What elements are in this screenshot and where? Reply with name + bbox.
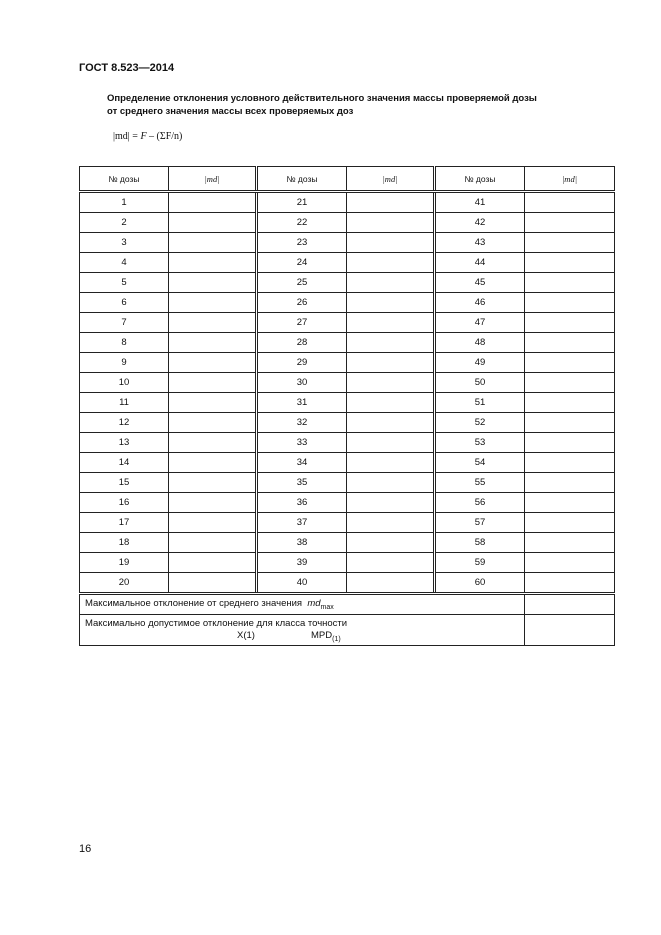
formula-rest: – (ΣF/n) xyxy=(146,131,183,142)
dose-number: 51 xyxy=(435,393,525,413)
dose-number: 31 xyxy=(257,393,347,413)
md-value-cell xyxy=(347,353,435,373)
table-row xyxy=(80,253,615,273)
table-row xyxy=(80,453,615,473)
dose-number: 50 xyxy=(435,373,525,393)
md-value-cell xyxy=(347,473,435,493)
md-value-cell xyxy=(169,533,257,553)
md-value-cell xyxy=(169,293,257,313)
dose-number: 35 xyxy=(257,473,347,493)
md-value-cell xyxy=(169,433,257,453)
md-value-cell xyxy=(525,293,615,313)
dose-number: 41 xyxy=(435,192,525,213)
dose-number: 23 xyxy=(257,233,347,253)
md-sub: max xyxy=(320,603,334,611)
md-value-cell xyxy=(347,433,435,453)
dose-number: 8 xyxy=(80,333,169,353)
md-value-cell xyxy=(347,273,435,293)
md-value-cell xyxy=(169,373,257,393)
dose-deviation-table xyxy=(79,166,615,646)
md-value-cell xyxy=(525,313,615,333)
dose-number: 15 xyxy=(80,473,169,493)
table-row xyxy=(80,513,615,533)
dose-number: 19 xyxy=(80,553,169,573)
table-row xyxy=(80,553,615,573)
md-value-cell xyxy=(347,293,435,313)
dose-number: 3 xyxy=(80,233,169,253)
dose-number: 43 xyxy=(435,233,525,253)
footer-row-mpd xyxy=(80,615,615,646)
md-value-cell xyxy=(525,533,615,553)
md-value-cell xyxy=(169,213,257,233)
formula-eq: = xyxy=(129,131,141,142)
max-deviation-value xyxy=(525,594,615,615)
dose-number: 18 xyxy=(80,533,169,553)
table-row xyxy=(80,313,615,333)
md-value-cell xyxy=(169,253,257,273)
formula-f: F xyxy=(140,131,147,142)
col-header-dose: № дозы xyxy=(80,167,169,192)
dose-number: 12 xyxy=(80,413,169,433)
dose-number: 27 xyxy=(257,313,347,333)
md-value-cell xyxy=(347,313,435,333)
mpd-sub: (1) xyxy=(332,635,341,643)
table-row xyxy=(80,573,615,594)
dose-number: 25 xyxy=(257,273,347,293)
dose-number: 46 xyxy=(435,293,525,313)
dose-number: 7 xyxy=(80,313,169,333)
dose-number: 36 xyxy=(257,493,347,513)
table-row xyxy=(80,333,615,353)
md-value-cell xyxy=(525,333,615,353)
formula-left: |md| xyxy=(113,131,130,142)
dose-number: 34 xyxy=(257,453,347,473)
md-value-cell xyxy=(347,453,435,473)
col-header-md: |md| xyxy=(347,167,435,192)
md-value-cell xyxy=(169,413,257,433)
dose-number: 45 xyxy=(435,273,525,293)
dose-number: 37 xyxy=(257,513,347,533)
dose-number: 29 xyxy=(257,353,347,373)
col-header-md: |md| xyxy=(169,167,257,192)
dose-number: 59 xyxy=(435,553,525,573)
md-value-cell xyxy=(169,473,257,493)
dose-number: 55 xyxy=(435,473,525,493)
md-value-cell xyxy=(525,553,615,573)
md-value-cell xyxy=(347,413,435,433)
table-row xyxy=(80,273,615,293)
heading-line-1: Определение отклонения условного действительного значения массы проверяемой дозы xyxy=(107,93,537,104)
md-value-cell xyxy=(169,513,257,533)
dose-number: 53 xyxy=(435,433,525,453)
md-value-cell xyxy=(347,233,435,253)
dose-number: 4 xyxy=(80,253,169,273)
table-row xyxy=(80,233,615,253)
dose-number: 5 xyxy=(80,273,169,293)
dose-number: 58 xyxy=(435,533,525,553)
md-value-cell xyxy=(525,413,615,433)
dose-number: 16 xyxy=(80,493,169,513)
table-row xyxy=(80,433,615,453)
dose-number: 2 xyxy=(80,213,169,233)
page-number: 16 xyxy=(79,843,92,855)
table-row xyxy=(80,353,615,373)
md-value-cell xyxy=(169,573,257,594)
dose-number: 30 xyxy=(257,373,347,393)
table-row xyxy=(80,413,615,433)
dose-number: 42 xyxy=(435,213,525,233)
formula xyxy=(113,131,182,142)
md-value-cell xyxy=(169,233,257,253)
dose-number: 20 xyxy=(80,573,169,594)
dose-number: 14 xyxy=(80,453,169,473)
md-value-cell xyxy=(347,373,435,393)
col-header-md: |md| xyxy=(525,167,615,192)
table-row xyxy=(80,473,615,493)
md-value-cell xyxy=(169,313,257,333)
dose-number: 17 xyxy=(80,513,169,533)
md-value-cell xyxy=(347,513,435,533)
dose-number: 21 xyxy=(257,192,347,213)
md-value-cell xyxy=(347,493,435,513)
md-value-cell xyxy=(525,373,615,393)
md-value-cell xyxy=(347,192,435,213)
dose-number: 24 xyxy=(257,253,347,273)
col-header-dose: № дозы xyxy=(435,167,525,192)
table-row xyxy=(80,192,615,213)
md-value-cell xyxy=(525,213,615,233)
md-value-cell xyxy=(525,393,615,413)
md-value-cell xyxy=(525,273,615,293)
dose-number: 13 xyxy=(80,433,169,453)
md-value-cell xyxy=(525,353,615,373)
md-value-cell xyxy=(347,213,435,233)
md-value-cell xyxy=(347,553,435,573)
mpd-label xyxy=(80,615,525,646)
dose-number: 40 xyxy=(257,573,347,594)
md-value-cell xyxy=(169,192,257,213)
md-value-cell xyxy=(169,553,257,573)
dose-number: 39 xyxy=(257,553,347,573)
heading-line-2: от среднего значения массы всех проверяемых доз xyxy=(107,106,354,117)
dose-number: 60 xyxy=(435,573,525,594)
md-value-cell xyxy=(525,453,615,473)
dose-number: 10 xyxy=(80,373,169,393)
dose-number: 6 xyxy=(80,293,169,313)
dose-number: 52 xyxy=(435,413,525,433)
md-value-cell xyxy=(347,333,435,353)
dose-number: 1 xyxy=(80,192,169,213)
dose-number: 33 xyxy=(257,433,347,453)
md-value-cell xyxy=(347,573,435,594)
table-row xyxy=(80,493,615,513)
md-value-cell xyxy=(525,493,615,513)
dose-number: 9 xyxy=(80,353,169,373)
table-row xyxy=(80,393,615,413)
max-deviation-label xyxy=(80,594,525,615)
md-value-cell xyxy=(169,333,257,353)
md-value-cell xyxy=(525,233,615,253)
dose-number: 48 xyxy=(435,333,525,353)
table-row xyxy=(80,533,615,553)
mpd-text: Максимально допустимое отклонение для класса точности xyxy=(85,618,348,629)
md-value-cell xyxy=(347,253,435,273)
md-value-cell xyxy=(169,393,257,413)
md-value-cell xyxy=(525,192,615,213)
md-value-cell xyxy=(169,273,257,293)
col-header-dose: № дозы xyxy=(257,167,347,192)
dose-number: 22 xyxy=(257,213,347,233)
md-symbol: md xyxy=(307,598,321,610)
table-row xyxy=(80,373,615,393)
dose-number: 47 xyxy=(435,313,525,333)
dose-number: 56 xyxy=(435,493,525,513)
mpd-symbol: MPD xyxy=(311,630,333,641)
mpd-value xyxy=(525,615,615,646)
md-value-cell xyxy=(525,573,615,594)
section-heading xyxy=(107,92,607,118)
md-value-cell xyxy=(525,433,615,453)
table-header-row xyxy=(80,167,615,192)
dose-number: 28 xyxy=(257,333,347,353)
accuracy-class: X(1) xyxy=(237,630,255,641)
md-value-cell xyxy=(525,473,615,493)
md-value-cell xyxy=(169,353,257,373)
dose-number: 57 xyxy=(435,513,525,533)
md-value-cell xyxy=(169,453,257,473)
dose-number: 26 xyxy=(257,293,347,313)
table-row xyxy=(80,293,615,313)
dose-number: 32 xyxy=(257,413,347,433)
document-code: ГОСТ 8.523—2014 xyxy=(79,62,175,74)
md-value-cell xyxy=(347,393,435,413)
dose-number: 54 xyxy=(435,453,525,473)
md-value-cell xyxy=(525,253,615,273)
footer-row-max-deviation xyxy=(80,594,615,615)
dose-number: 38 xyxy=(257,533,347,553)
dose-number: 49 xyxy=(435,353,525,373)
dose-number: 11 xyxy=(80,393,169,413)
dose-number: 44 xyxy=(435,253,525,273)
md-value-cell xyxy=(169,493,257,513)
table-row xyxy=(80,213,615,233)
max-deviation-text: Максимальное отклонение от среднего значения xyxy=(85,598,303,610)
md-value-cell xyxy=(525,513,615,533)
md-value-cell xyxy=(347,533,435,553)
